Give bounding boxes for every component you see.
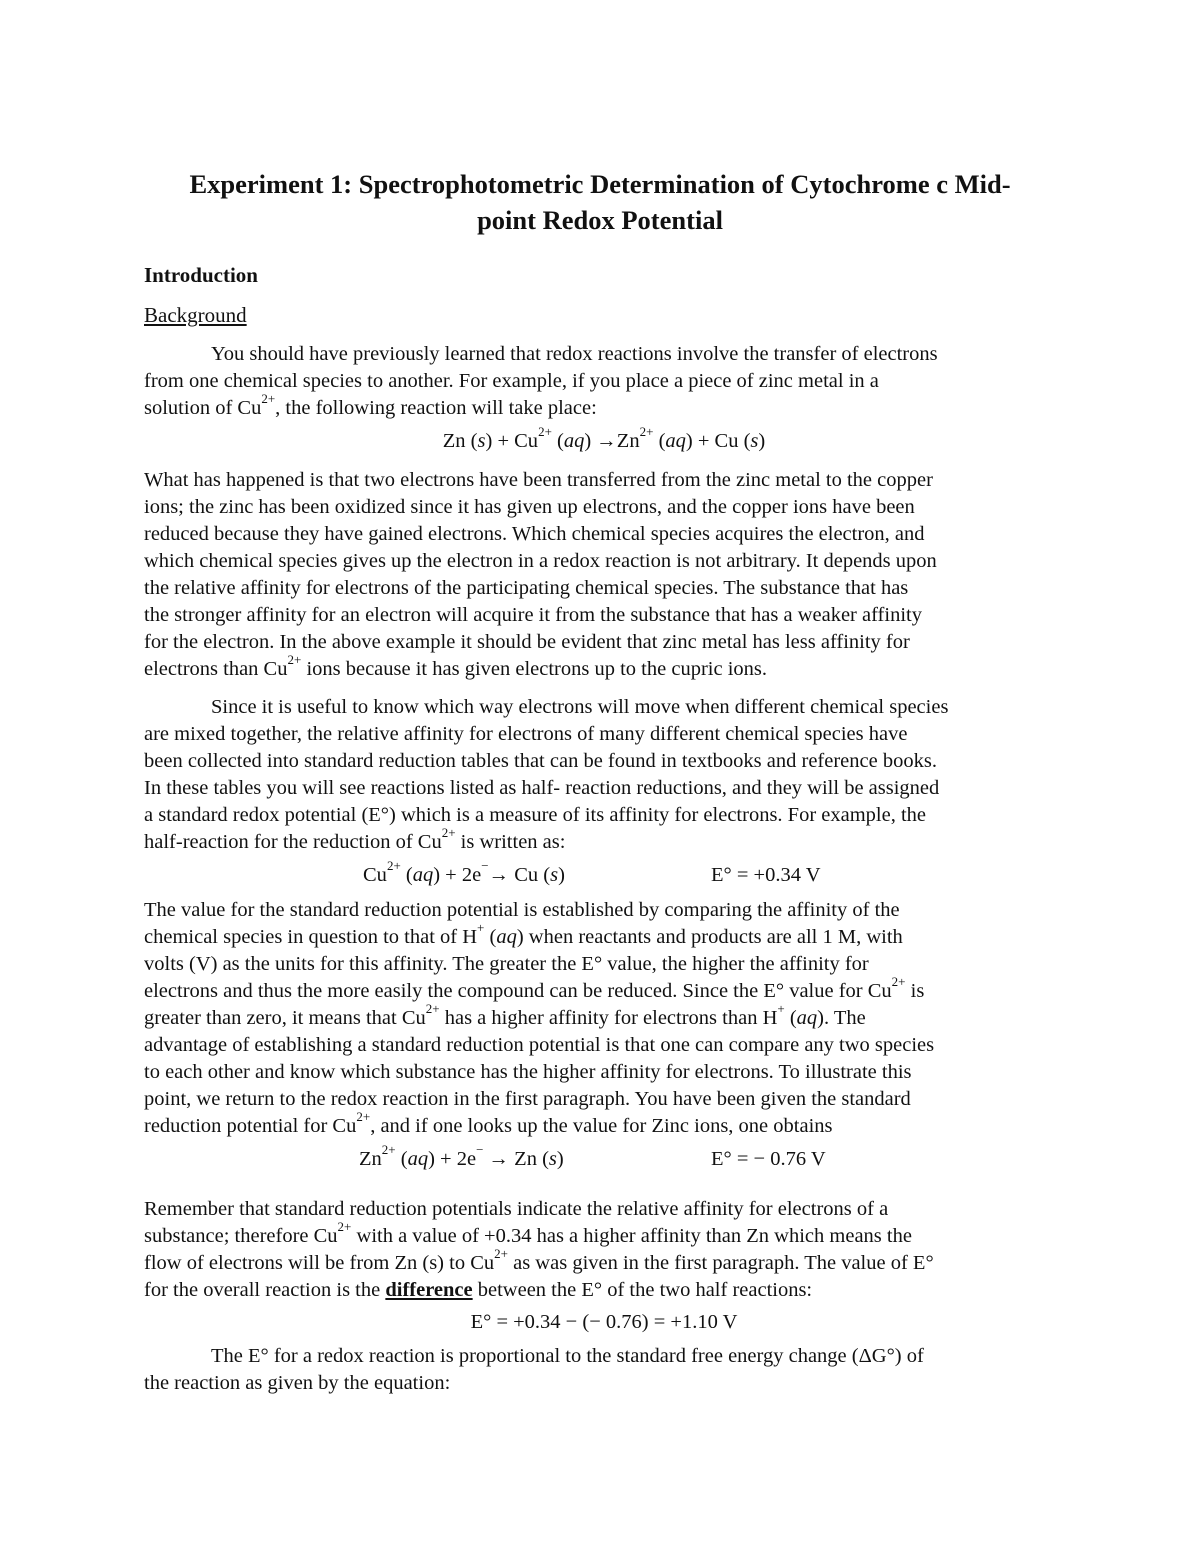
paragraph-5 bbox=[144, 1196, 1064, 1304]
equation-zn-cu-reaction: Zn $(s) + Cu^{2+}$ $(aq) \to Zn^{2+}$ (aq) + Cu (s) bbox=[442, 424, 766, 452]
text-line: Remember that standard reduction potentials indicate the relative affinity for electrons of a bbox=[144, 1198, 889, 1220]
paragraph-6 bbox=[144, 1343, 1064, 1397]
text-line: are mixed together, the relative affinity for electrons of many different chemical species have bbox=[144, 723, 908, 745]
text-line: In these tables you will see reactions listed as half- reaction reductions, and they will be assigned bbox=[144, 777, 940, 799]
text-line: been collected into standard reduction tables that can be found in textbooks and reference books. bbox=[144, 750, 937, 772]
text-line: The E° for a redox reaction is proportional to the standard free energy change (ΔG°) of bbox=[211, 1345, 924, 1367]
text-line: ions; the zinc has been oxidized since it has given up electrons, and the copper ions have been bbox=[144, 496, 915, 518]
text-line: from one chemical species to another. For example, if you place a piece of zinc metal in a bbox=[144, 370, 879, 392]
emphasis-difference: difference bbox=[385, 1279, 473, 1301]
text-line: the relative affinity for electrons of the participating chemical species. The substance that has bbox=[144, 577, 909, 599]
text-line: half-reaction for the reduction of $Cu^{2+}$ is written as: bbox=[144, 825, 566, 853]
equation-zn-half-reaction: $Zn^{2+}$ (aq) + 2e− → Zn (s) bbox=[359, 1142, 564, 1170]
text-line: the reaction as given by the equation: bbox=[144, 1372, 451, 1394]
text-line: point, we return to the redox reaction in the first paragraph. You have been given the standard bbox=[144, 1088, 911, 1110]
text-line: reduction potential for $Cu^{2+}$, and if one looks up the value for Zinc ions, one obtains bbox=[144, 1109, 833, 1137]
paragraph-2 bbox=[144, 467, 1064, 683]
text-line: reduced because they have gained electrons. Which chemical species acquires the electron, and bbox=[144, 523, 925, 545]
text-line: The value for the standard reduction potential is established by comparing the affinity of the bbox=[144, 899, 900, 921]
text-line: electrons and thus the more easily the compound can be reduced. Since the E° value for $Cu^{2+}$ is bbox=[144, 974, 925, 1002]
text-line: Since it is useful to know which way electrons will move when different chemical species bbox=[211, 696, 949, 718]
text-line: electrons than $Cu^{2+}$ ions because it has given electrons up to the cupric ions. bbox=[144, 652, 767, 680]
title-line-1: Experiment 1: Spectrophotometric Determination of Cytochrome c Mid- bbox=[189, 169, 1011, 199]
equation-overall-potential: E° = +0.34 − (− 0.76) = +1.10 V bbox=[470, 1311, 738, 1333]
text-line: which chemical species gives up the electron in a redox reaction is not arbitrary. It depends upon bbox=[144, 550, 937, 572]
paragraph-4 bbox=[144, 897, 1064, 1140]
text-line: chemical species in question to that of H+ (aq) when reactants and products are all 1 M, with bbox=[144, 920, 903, 948]
section-heading-introduction: Introduction bbox=[144, 263, 258, 287]
text-line: You should have previously learned that redox reactions involve the transfer of electrons bbox=[211, 343, 938, 365]
cu-standard-potential: E° = +0.34 V bbox=[711, 864, 821, 886]
text-line: greater than zero, it means that $Cu^{2+}$ has a higher affinity for electrons than H+ (aq). The bbox=[144, 1001, 866, 1029]
subsection-heading-background: Background bbox=[144, 303, 247, 327]
page-title bbox=[150, 166, 1050, 238]
text-line: advantage of establishing a standard reduction potential is that one can compare any two species bbox=[144, 1034, 935, 1056]
text-line: the stronger affinity for an electron will acquire it from the substance that has a weaker affinity bbox=[144, 604, 922, 626]
text-line: volts (V) as the units for this affinity. The greater the E° value, the higher the affinity for bbox=[144, 953, 869, 975]
zn-standard-potential: E° = − 0.76 V bbox=[711, 1148, 826, 1170]
text-line: solution of $Cu^{2+}$, the following reaction will take place: bbox=[144, 391, 597, 419]
equation-cu-half-reaction: $Cu^{2+}$ (aq) + 2e−→ Cu (s) bbox=[363, 858, 565, 886]
text-line: for the electron. In the above example it should be evident that zinc metal has less affinity for bbox=[144, 631, 910, 653]
text-line: a standard redox potential (E°) which is a measure of its affinity for electrons. For example, the bbox=[144, 804, 927, 826]
text-line: substance; therefore $Cu^{2+}$ with a value of +0.34 has a higher affinity than Zn which means the bbox=[144, 1219, 912, 1247]
text-line: to each other and know which substance has the higher affinity for electrons. To illustrate this bbox=[144, 1061, 912, 1083]
text-line: What has happened is that two electrons have been transferred from the zinc metal to the copper bbox=[144, 469, 933, 491]
text-line: flow of electrons will be from Zn (s) to $Cu^{2+}$ as was given in the first paragraph. The value of E° bbox=[144, 1246, 934, 1274]
title-line-2: point Redox Potential bbox=[477, 205, 723, 235]
paragraph-1 bbox=[144, 341, 1064, 422]
text-line: for the overall reaction is the difference between the E° of the two half reactions: bbox=[144, 1279, 813, 1301]
paragraph-3 bbox=[144, 694, 1064, 856]
